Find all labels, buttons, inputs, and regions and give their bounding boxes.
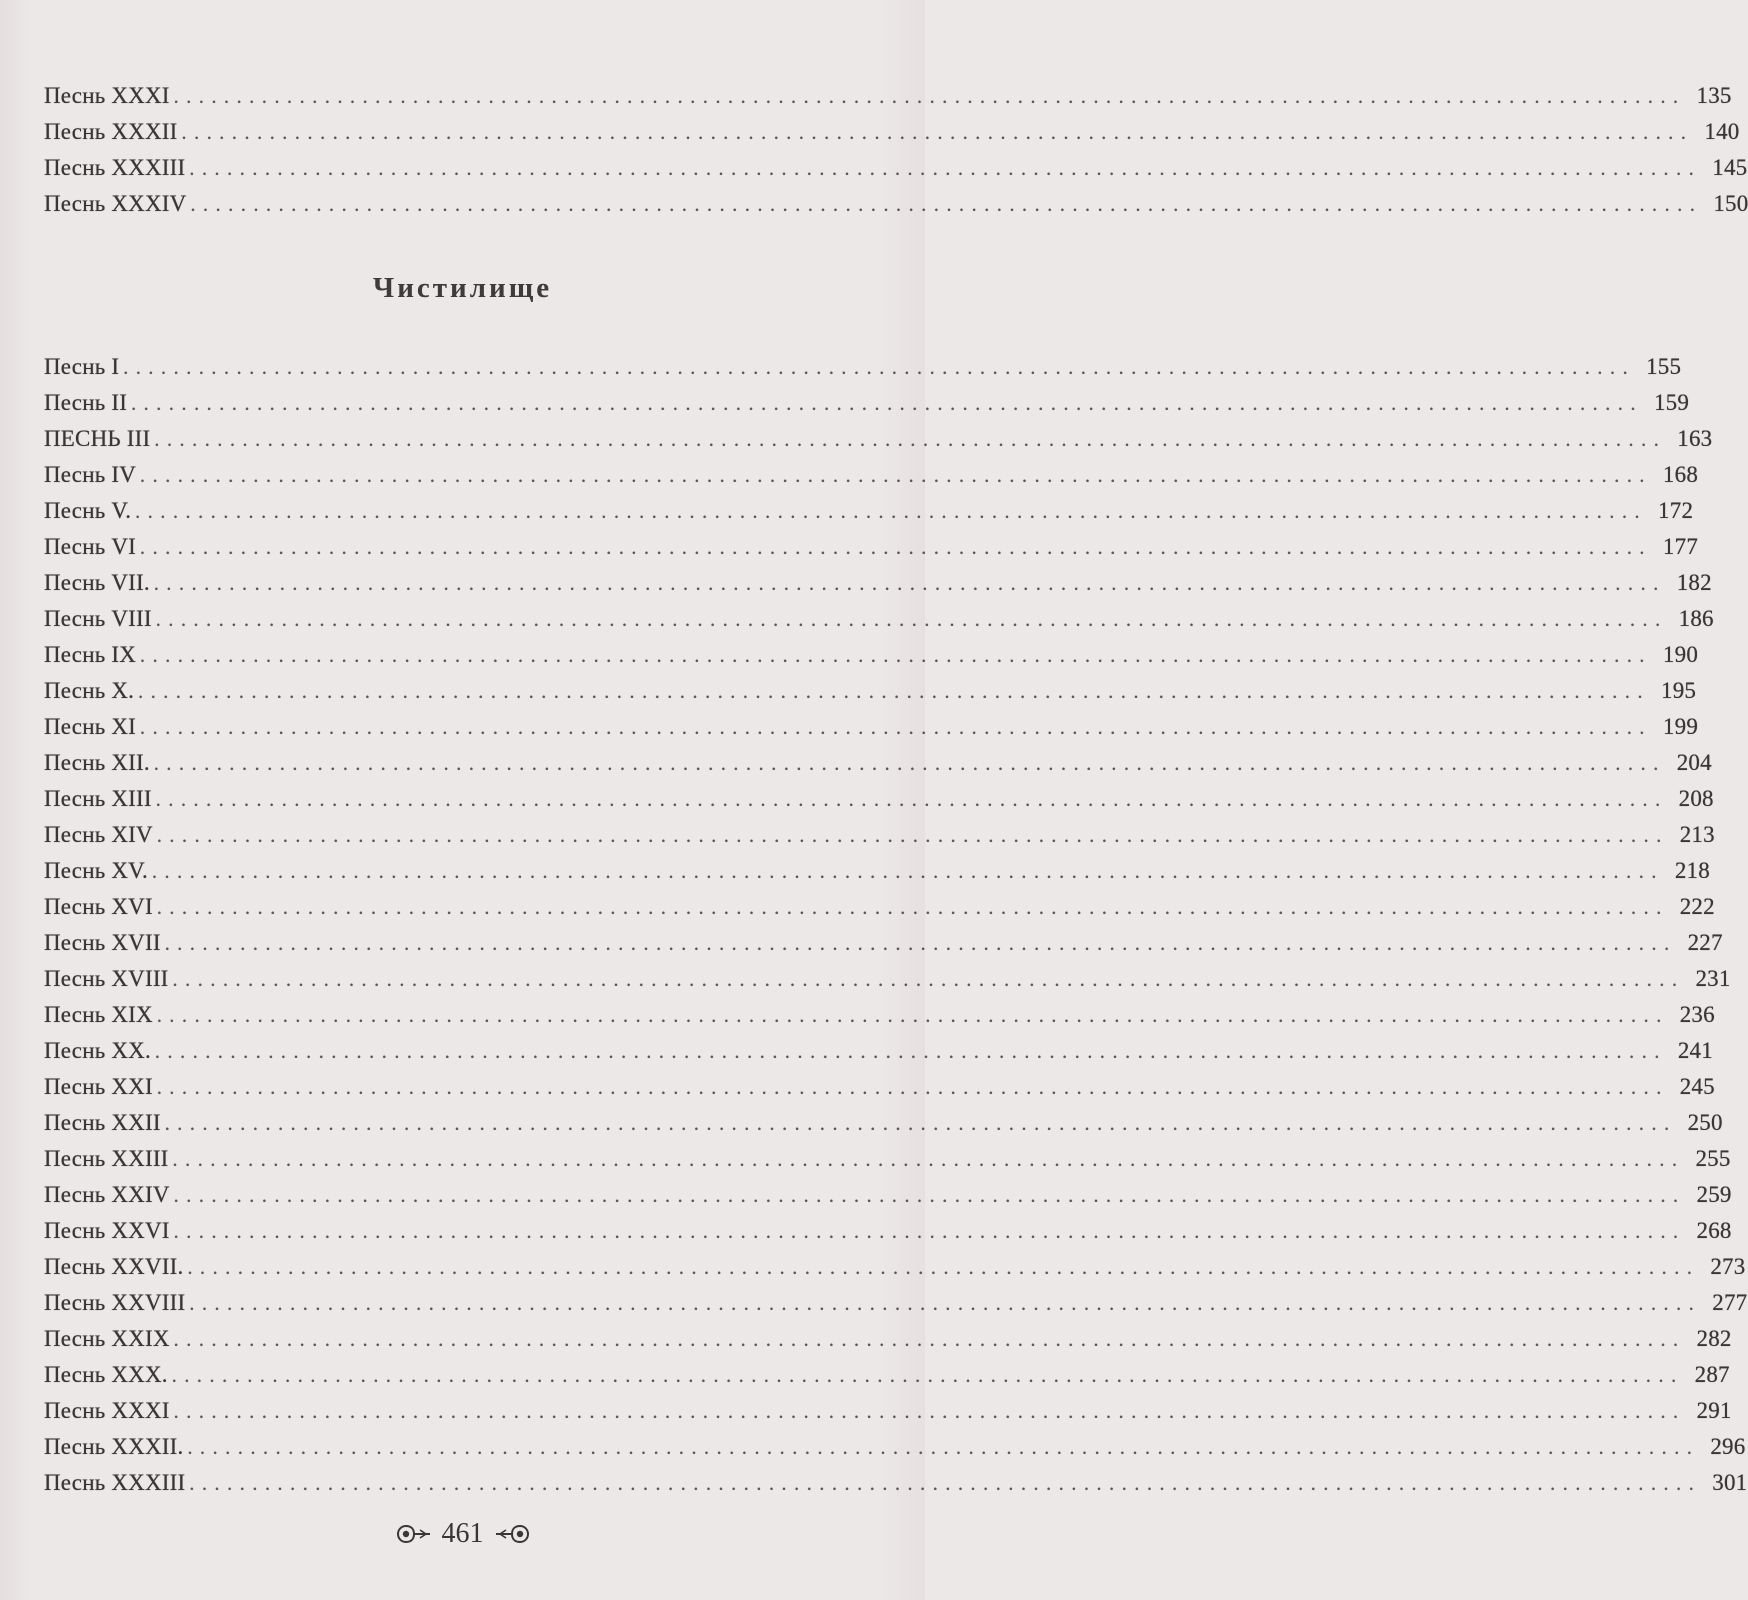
toc-entry xyxy=(44,78,1732,114)
toc-entry xyxy=(44,601,1714,637)
toc-entry xyxy=(44,1213,1732,1249)
toc-entry-label: Песнь XXX. xyxy=(44,1362,168,1387)
toc-leader-dots: ........................................................................................................................ xyxy=(164,933,1677,955)
toc-leader-dots: ........................................................................................................................ xyxy=(156,897,1669,919)
toc-entry xyxy=(44,889,1715,925)
toc-leader-dots: ........................................................................................................................ xyxy=(190,194,1703,216)
toc-leader-dots: ........................................................................................................................ xyxy=(140,717,1653,739)
toc-entry-page: 296 xyxy=(1710,1434,1746,1459)
toc-entry-page: 301 xyxy=(1712,1470,1748,1495)
toc-entry xyxy=(44,1177,1732,1213)
toc-entry-label: Песнь XXIX xyxy=(44,1326,170,1351)
toc-entry-label: Песнь XXVIII xyxy=(44,1290,186,1315)
toc-entry-page: 135 xyxy=(1696,83,1732,108)
toc-entry xyxy=(44,1393,1732,1429)
toc-purgatorio-list xyxy=(44,349,1748,1501)
toc-entry-page: 291 xyxy=(1696,1398,1732,1423)
toc-entry xyxy=(44,781,1714,817)
toc-leader-dots: ........................................................................................................................ xyxy=(156,1005,1669,1027)
toc-entry-label: Песнь XXXIV xyxy=(44,191,187,216)
toc-leader-dots: ........................................................................................................................ xyxy=(189,158,1702,180)
toc-entry-page: 163 xyxy=(1677,426,1713,451)
toc-leader-dots: ........................................................................................................................ xyxy=(173,86,1686,108)
toc-entry-page: 241 xyxy=(1677,1038,1713,1063)
toc-entry-label: Песнь X. xyxy=(44,678,135,703)
toc-leader-dots: ........................................................................................................................ xyxy=(189,1473,1702,1495)
toc-leader-dots: ........................................................................................................................ xyxy=(173,1401,1686,1423)
toc-entry xyxy=(44,925,1723,961)
toc-entry xyxy=(44,745,1712,781)
toc-entry-page: 231 xyxy=(1695,966,1731,991)
toc-entry xyxy=(44,637,1699,673)
toc-leader-dots: ........................................................................................................................ xyxy=(187,1257,1700,1279)
toc-leader-dots: ........................................................................................................................ xyxy=(153,753,1666,775)
toc-entry xyxy=(44,493,1694,529)
toc-entry-page: 168 xyxy=(1662,462,1699,487)
toc-entry-page: 273 xyxy=(1710,1254,1746,1279)
toc-entry-page: 218 xyxy=(1674,858,1710,883)
toc-entry xyxy=(44,673,1697,709)
toc-leader-dots: ........................................................................................................................ xyxy=(172,1149,1685,1171)
toc-entry-label: Песнь XXVI xyxy=(44,1218,170,1243)
toc-entry-label: Песнь XXXI xyxy=(44,83,170,108)
toc-leader-dots: ........................................................................................................................ xyxy=(135,501,1648,523)
toc-leader-dots: ........................................................................................................................ xyxy=(171,1365,1684,1387)
toc-entry-page: 195 xyxy=(1661,678,1697,703)
toc-entry xyxy=(44,349,1682,385)
toc-entry-page: 177 xyxy=(1662,534,1699,559)
toc-entry-page: 250 xyxy=(1687,1110,1723,1135)
toc-entry-page: 150 xyxy=(1713,191,1748,216)
toc-entry-label: Песнь XXXIII xyxy=(44,155,186,180)
toc-entry-label: Песнь XI xyxy=(44,714,137,739)
toc-entry xyxy=(44,457,1699,493)
toc-leader-dots: ........................................................................................................................ xyxy=(156,825,1669,847)
toc-entry-page: 245 xyxy=(1679,1074,1715,1099)
toc-entry-label: Песнь XXIII xyxy=(44,1146,169,1171)
toc-leader-dots: ........................................................................................................................ xyxy=(189,1293,1702,1315)
toc-entry-label: Песнь XXXII xyxy=(44,119,178,144)
toc-entry-page: 208 xyxy=(1678,786,1714,811)
toc-entry-label: Песнь II xyxy=(44,390,128,415)
toc-entry-label: Песнь XVIII xyxy=(44,966,169,991)
toc-entry-page: 145 xyxy=(1712,155,1748,180)
toc-entry-page: 159 xyxy=(1653,390,1690,415)
toc-entry-label: Песнь XIII xyxy=(44,786,152,811)
toc-entry-label: Песнь XVII xyxy=(44,930,161,955)
toc-entry-page: 186 xyxy=(1678,606,1714,631)
toc-entry xyxy=(44,565,1712,601)
toc-entry-page: 255 xyxy=(1695,1146,1731,1171)
toc-leader-dots: ........................................................................................................................ xyxy=(138,681,1651,703)
toc-entry-label: Песнь XXXI xyxy=(44,1398,170,1423)
toc-entry-page: 199 xyxy=(1662,714,1699,739)
toc-entry-label: Песнь V. xyxy=(44,498,132,523)
toc-entry-label: Песнь XXIV xyxy=(44,1182,170,1207)
toc-leader-dots: ........................................................................................................................ xyxy=(172,969,1685,991)
toc-entry xyxy=(44,1357,1730,1393)
toc-entry xyxy=(44,421,1713,457)
toc-leader-dots: ........................................................................................................................ xyxy=(164,1113,1677,1135)
toc-entry-page: 259 xyxy=(1696,1182,1732,1207)
toc-entry-label: Песнь XV. xyxy=(44,858,148,883)
toc-leader-dots: ........................................................................................................................ xyxy=(140,465,1653,487)
toc-entry-label: Песнь IX xyxy=(44,642,137,667)
toc-leader-dots: ........................................................................................................................ xyxy=(140,537,1653,559)
toc-entry xyxy=(44,853,1710,889)
toc-entry-label: Песнь XX. xyxy=(44,1038,151,1063)
toc-entry-page: 287 xyxy=(1694,1362,1730,1387)
toc-entry-label: Песнь XIV xyxy=(44,822,153,847)
toc-entry xyxy=(44,817,1715,853)
toc-entry-label: Песнь XXXIII xyxy=(44,1470,186,1495)
toc-entry-label: Песнь XXI xyxy=(44,1074,153,1099)
toc-entry-page: 282 xyxy=(1696,1326,1732,1351)
toc-entry-label: Песнь XXXII. xyxy=(44,1434,184,1459)
toc-entry xyxy=(44,1069,1715,1105)
page-footer xyxy=(0,1518,925,1550)
toc-leader-dots: ........................................................................................................................ xyxy=(181,122,1694,144)
toc-leader-dots: ........................................................................................................................ xyxy=(131,393,1644,415)
toc-entry xyxy=(44,1429,1746,1465)
toc-entry-label: Песнь XII. xyxy=(44,750,150,775)
toc-entry-page: 172 xyxy=(1658,498,1694,523)
toc-entry xyxy=(44,1285,1748,1321)
toc-entry xyxy=(44,150,1748,186)
page-number: 461 xyxy=(441,1518,484,1549)
toc-entry-page: 190 xyxy=(1662,642,1699,667)
toc-entry-page: 277 xyxy=(1712,1290,1748,1315)
toc-leader-dots: ........................................................................................................................ xyxy=(155,789,1668,811)
toc-entry-label: Песнь XIX xyxy=(44,1002,153,1027)
toc-entry-page: 213 xyxy=(1679,822,1715,847)
toc-entry xyxy=(44,1465,1748,1501)
toc-entry-label: Песнь VII. xyxy=(44,570,150,595)
toc-entry-label: Песнь XXVII. xyxy=(44,1254,184,1279)
toc-entry-page: 227 xyxy=(1687,930,1723,955)
toc-entry xyxy=(44,1105,1723,1141)
toc-entry xyxy=(44,186,1748,222)
toc-leader-dots: ........................................................................................................................ xyxy=(153,573,1666,595)
toc-entry-page: 236 xyxy=(1679,1002,1715,1027)
toc-entry-label: ПЕСНЬ III xyxy=(44,426,151,451)
toc-leader-dots: ........................................................................................................................ xyxy=(173,1329,1686,1351)
toc-leader-dots: ........................................................................................................................ xyxy=(156,1077,1669,1099)
toc-leader-dots: ........................................................................................................................ xyxy=(140,645,1653,667)
toc-leader-dots: ........................................................................................................................ xyxy=(123,357,1636,379)
toc-entry xyxy=(44,709,1699,745)
toc-leader-dots: ........................................................................................................................ xyxy=(187,1437,1700,1459)
section-title: Чистилище xyxy=(372,272,553,304)
toc-entry xyxy=(44,1141,1731,1177)
toc-leader-dots: ........................................................................................................................ xyxy=(151,861,1664,883)
toc-entry xyxy=(44,385,1690,421)
toc-entry-page: 140 xyxy=(1704,119,1740,144)
toc-entry-page: 204 xyxy=(1676,750,1712,775)
toc-entry xyxy=(44,114,1740,150)
toc-leader-dots: ........................................................................................................................ xyxy=(173,1221,1686,1243)
toc-entry-label: Песнь IV xyxy=(44,462,137,487)
toc-entry-label: Песнь VIII xyxy=(44,606,152,631)
toc-leader-dots: ........................................................................................................................ xyxy=(154,1041,1667,1063)
toc-entry-label: Песнь I xyxy=(44,354,120,379)
toc-entry xyxy=(44,1033,1713,1069)
toc-entry-label: Песнь VI xyxy=(44,534,137,559)
toc-entry-page: 268 xyxy=(1696,1218,1732,1243)
toc-inferno-list xyxy=(44,78,1748,222)
toc-entry xyxy=(44,961,1731,997)
toc-entry-page: 155 xyxy=(1646,354,1682,379)
toc-entry-page: 182 xyxy=(1676,570,1712,595)
toc-entry xyxy=(44,1321,1732,1357)
fleuron-ornament-icon xyxy=(394,1522,432,1546)
toc-entry xyxy=(44,997,1715,1033)
toc-leader-dots: ........................................................................................................................ xyxy=(173,1185,1686,1207)
toc-entry-label: Песнь XXII xyxy=(44,1110,161,1135)
fleuron-ornament-icon xyxy=(494,1522,532,1546)
toc-leader-dots: ........................................................................................................................ xyxy=(155,609,1668,631)
toc-entry xyxy=(44,529,1699,565)
toc-entry xyxy=(44,1249,1746,1285)
toc-entry-label: Песнь XVI xyxy=(44,894,153,919)
toc-entry-page: 222 xyxy=(1679,894,1715,919)
toc-leader-dots: ........................................................................................................................ xyxy=(154,429,1667,451)
